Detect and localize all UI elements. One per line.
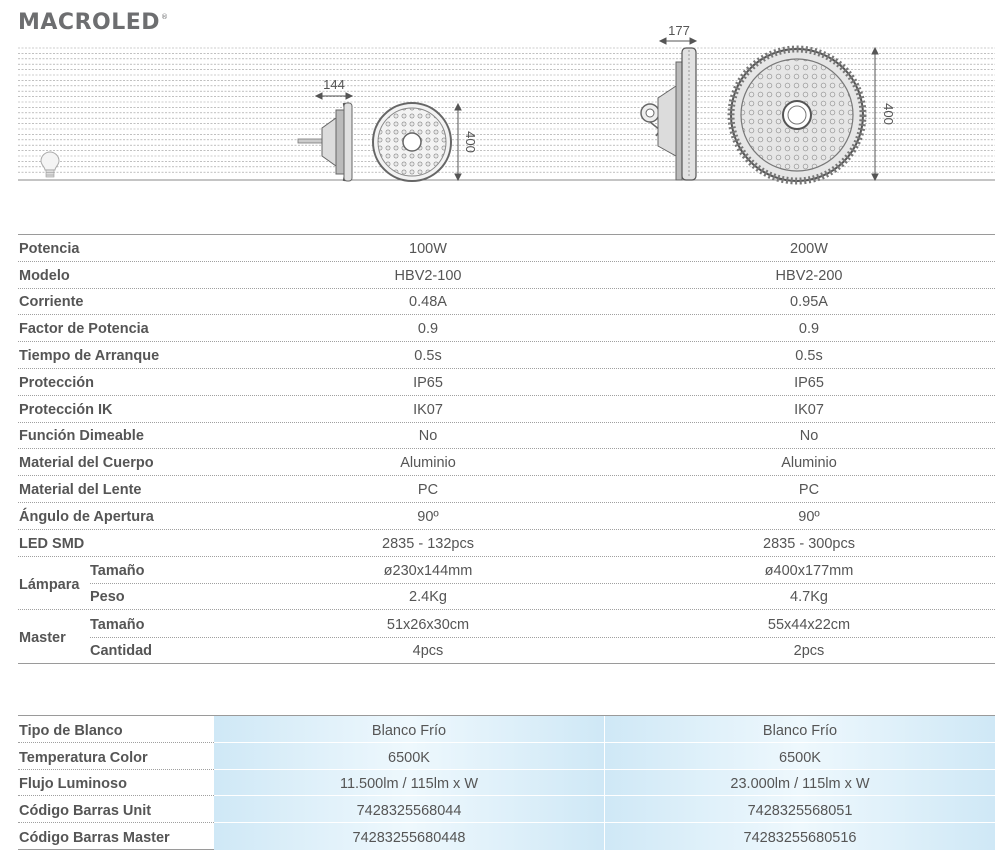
small-diameter-dimension (455, 104, 461, 180)
master-value-200w: 55x44x22cm (767, 616, 851, 633)
spec-value-100w: 0.9 (417, 321, 439, 338)
light-value-200w: 7428325568051 (747, 803, 853, 820)
light-row (18, 796, 995, 823)
master-value-200w: 2pcs (793, 642, 825, 659)
large-diameter-label: 400 (881, 103, 896, 125)
light-value-100w: 11.500lm / 115lm x W (339, 776, 479, 793)
spec-value-200w: 200W (790, 240, 828, 257)
spec-value-200w: Aluminio (781, 455, 837, 472)
spec-value-200w: No (799, 428, 819, 445)
lampara-row (18, 557, 995, 593)
spec-label: Potencia (19, 240, 80, 257)
spec-row (18, 262, 995, 289)
spec-label: LED SMD (19, 535, 85, 552)
spec-value-200w: IK07 (794, 401, 824, 418)
light-cell-100w (214, 796, 604, 823)
light-cell-100w (214, 716, 604, 743)
spec-row (18, 530, 995, 557)
spec-label: Ángulo de Apertura (19, 508, 154, 525)
small-depth-label: 144 (323, 77, 345, 92)
large-depth-dimension (660, 38, 696, 44)
spec-row (18, 315, 995, 342)
small-diameter-label: 400 (463, 131, 478, 153)
lampara-row (18, 583, 995, 610)
light-cell-200w (605, 770, 995, 797)
light-value-200w: 74283255680516 (743, 829, 857, 846)
product-illustration (0, 0, 1008, 200)
light-row (18, 823, 995, 850)
light-row (18, 770, 995, 797)
light-cell-100w (214, 743, 604, 770)
spec-row (18, 235, 995, 262)
lampara-value-100w: ø230x144mm (383, 563, 473, 580)
small-fixture-side-drawing (298, 103, 352, 181)
spec-value-200w: HBV2-200 (775, 267, 843, 284)
light-cell-100w (214, 823, 604, 850)
bulb-icon (41, 152, 59, 177)
hero-svg (0, 0, 1008, 200)
light-value-100w: 74283255680448 (352, 829, 466, 846)
master-group-label: Master (19, 630, 66, 647)
spec-label: Corriente (19, 294, 84, 311)
spec-value-100w: Aluminio (400, 455, 456, 472)
spec-label: Protección IK (19, 401, 113, 418)
master-sub-label: Cantidad (90, 642, 153, 659)
light-cell-200w (605, 716, 995, 743)
light-label: Tipo de Blanco (19, 722, 123, 739)
spec-value-100w: 0.5s (414, 347, 442, 364)
spec-value-100w: No (418, 428, 438, 445)
large-diameter-dimension (872, 48, 878, 180)
small-fixture-front-drawing (373, 103, 451, 181)
spec-value-200w: 0.9 (798, 321, 820, 338)
spec-row (18, 369, 995, 396)
light-label: Código Barras Master (19, 829, 170, 846)
spec-row (18, 423, 995, 450)
light-row (18, 716, 995, 743)
light-value-200w: 6500K (779, 749, 821, 766)
spec-value-100w: 100W (409, 240, 447, 257)
light-value-100w: 7428325568044 (356, 803, 462, 820)
spec-row (18, 396, 995, 423)
small-depth-dimension (316, 93, 352, 99)
master-value-100w: 4pcs (412, 642, 444, 659)
large-depth-label: 177 (668, 23, 690, 38)
lampara-value-100w: 2.4Kg (409, 589, 447, 606)
spec-value-200w: PC (798, 481, 820, 498)
spec-value-100w: IP65 (413, 374, 443, 391)
lampara-value-200w: 4.7Kg (790, 589, 828, 606)
spec-value-100w: 90º (417, 508, 439, 525)
specifications-table (18, 234, 995, 664)
lampara-sub-label: Tamaño (90, 563, 145, 580)
light-value-100w: Blanco Frío (371, 722, 447, 739)
light-cell-200w (605, 796, 995, 823)
master-value-100w: 51x26x30cm (386, 616, 470, 633)
spec-row (18, 503, 995, 530)
lampara-sub-label: Peso (90, 589, 125, 606)
master-row (18, 637, 995, 664)
spec-label: Función Dimeable (19, 428, 144, 445)
lampara-group-label: Lámpara (19, 576, 80, 593)
spec-value-100w: 2835 - 132pcs (382, 535, 474, 552)
spec-label: Protección (19, 374, 94, 391)
light-value-200w: 23.000lm / 115lm x W (730, 776, 870, 793)
light-value-200w: Blanco Frío (762, 722, 838, 739)
spec-label: Modelo (19, 267, 70, 284)
light-properties-table (18, 715, 995, 850)
light-row (18, 743, 995, 770)
spec-value-200w: 0.5s (795, 347, 823, 364)
spec-row (18, 449, 995, 476)
spec-value-200w: 2835 - 300pcs (763, 535, 855, 552)
spec-value-100w: HBV2-100 (394, 267, 462, 284)
large-fixture-side-drawing (641, 48, 696, 180)
spec-value-100w: PC (417, 481, 439, 498)
brand-logo: MACROLED® (18, 10, 169, 35)
spec-value-100w: 0.48A (409, 294, 447, 311)
light-cell-100w (214, 770, 604, 797)
spec-label: Material del Lente (19, 481, 142, 498)
spec-row (18, 342, 995, 369)
spec-label: Tiempo de Arranque (19, 347, 160, 364)
spec-value-200w: 90º (798, 508, 820, 525)
large-fixture-front-drawing (731, 49, 863, 181)
master-row (18, 610, 995, 647)
light-cell-200w (605, 743, 995, 770)
spec-row (18, 289, 995, 316)
spec-row (18, 476, 995, 503)
spec-label: Factor de Potencia (19, 321, 149, 338)
light-label: Código Barras Unit (19, 803, 152, 820)
light-label: Temperatura Color (19, 749, 148, 766)
spec-value-200w: IP65 (794, 374, 824, 391)
master-sub-label: Tamaño (90, 616, 145, 633)
light-value-100w: 6500K (388, 749, 430, 766)
lampara-value-200w: ø400x177mm (764, 563, 854, 580)
light-label: Flujo Luminoso (19, 776, 127, 793)
spec-value-200w: 0.95A (790, 294, 828, 311)
spec-value-100w: IK07 (413, 401, 443, 418)
light-cell-200w (605, 823, 995, 850)
spec-label: Material del Cuerpo (19, 455, 154, 472)
